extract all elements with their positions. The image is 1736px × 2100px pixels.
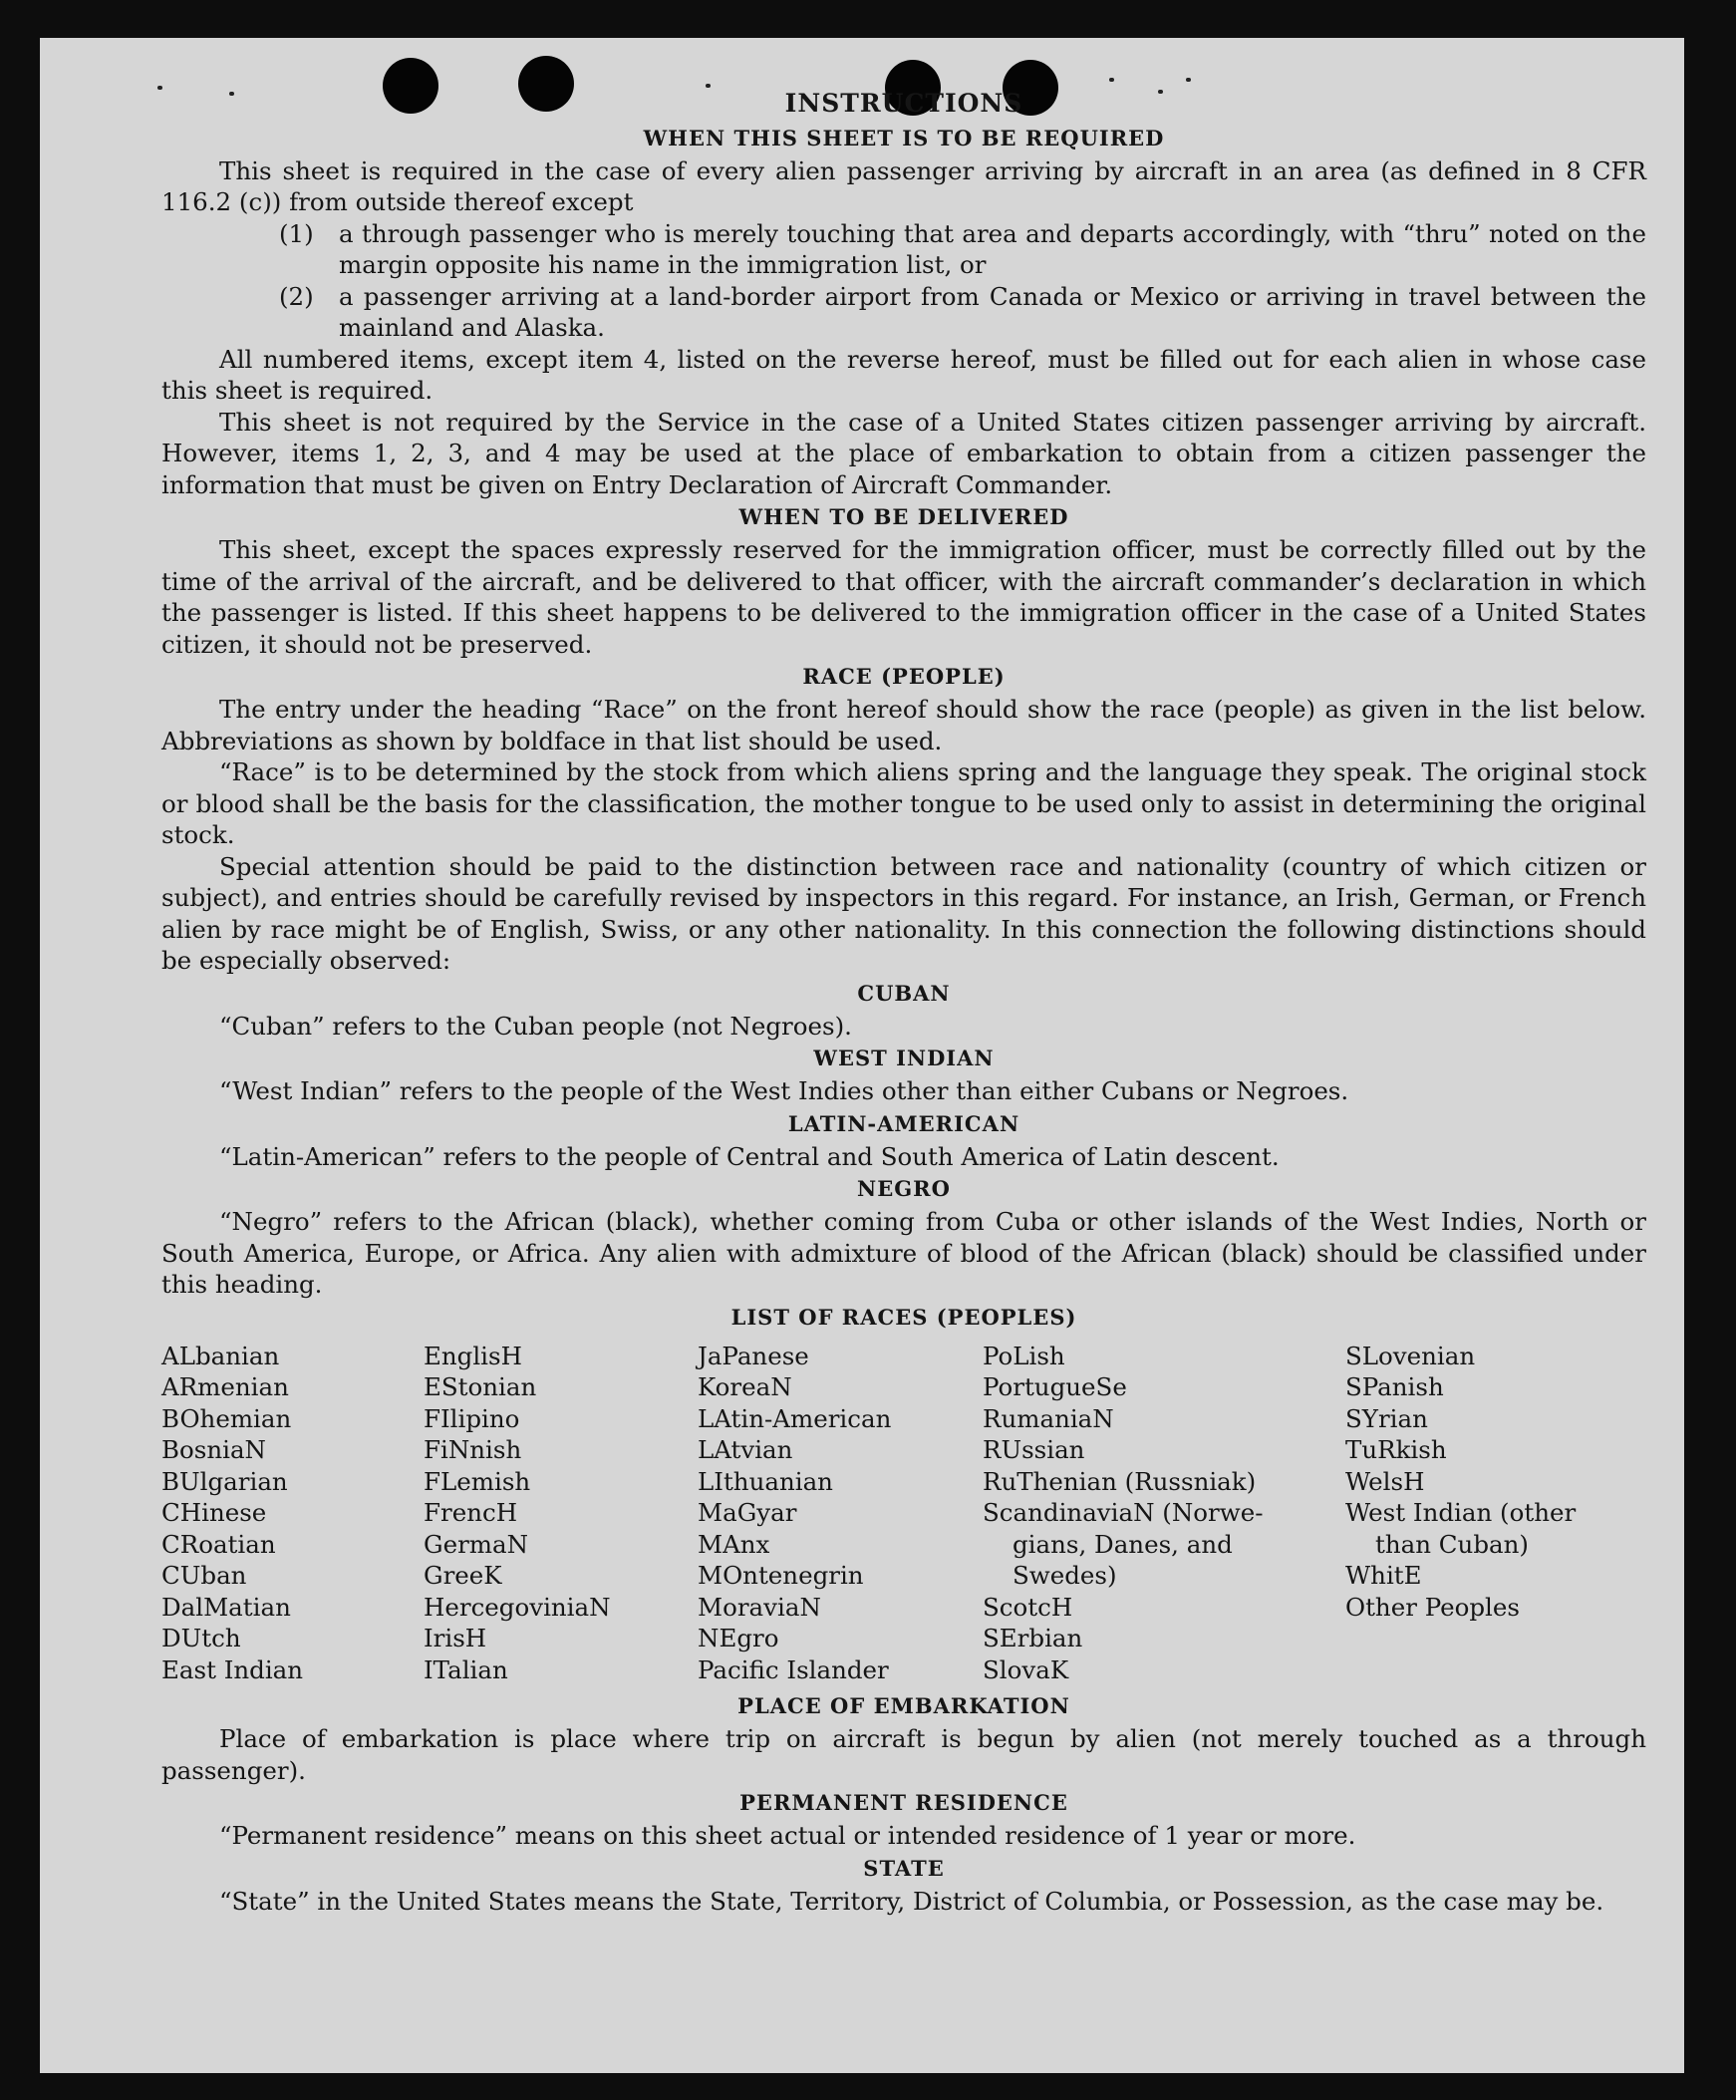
paragraph: “Negro” refers to the African (black), whether coming from Cuba or other islands of the West Indies, North or South America, Europe, or Africa. Any alien with admixture of blood of the African (black) should be classified under this heading. — [161, 1207, 1646, 1299]
race-item: MAnx — [698, 1529, 770, 1559]
race-item: MoraviaN — [698, 1592, 821, 1622]
race-item: SLovenian — [1345, 1341, 1476, 1370]
race-item: SYrian — [1345, 1403, 1428, 1433]
race-item: BUlgarian — [161, 1466, 288, 1496]
race-item: FiNnish — [424, 1435, 522, 1464]
race-item: SlovaK — [983, 1654, 1069, 1684]
section-heading: WHEN TO BE DELIVERED — [738, 504, 1069, 529]
race-item: CUban — [161, 1561, 247, 1590]
section-heading: RACE (PEOPLE) — [802, 664, 1006, 689]
race-item: LAtin-American — [698, 1403, 892, 1433]
race-item: MOntenegrin — [698, 1561, 864, 1590]
race-item: GreeK — [424, 1561, 502, 1590]
item-text: a through passenger who is merely touching that area and departs accordingly, with “thru” noted on the margin opposite his name in the immigration list, or — [339, 218, 1646, 279]
race-column — [161, 1341, 424, 1686]
race-item: TuRkish — [1345, 1435, 1447, 1464]
paragraph: The entry under the heading “Race” on the front hereof should show the race (people) as given in the list below. Abbreviations as shown by boldface in that list should be used. — [161, 695, 1646, 755]
paragraph: “Race” is to be determined by the stock from which aliens spring and the language they speak. The original stock or blood shall be the basis for the classification, the mother tongue to be used only to assist in determining the original stock. — [161, 757, 1646, 849]
race-item: BosniaN — [161, 1435, 266, 1464]
race-item: DUtch — [161, 1624, 241, 1652]
race-item: SErbian — [983, 1624, 1083, 1652]
section-heading: WEST INDIAN — [813, 1046, 995, 1070]
race-item: LIthuanian — [698, 1466, 833, 1496]
race-item: ALbanian — [161, 1341, 280, 1370]
race-item-continued: gians, Danes, and — [1013, 1529, 1233, 1559]
section-heading: PERMANENT RESIDENCE — [739, 1790, 1068, 1815]
race-column — [698, 1341, 983, 1686]
race-item: FLemish — [424, 1466, 531, 1496]
section-heading: STATE — [863, 1855, 945, 1881]
race-item: IrisH — [424, 1624, 487, 1652]
race-item: JaPanese — [698, 1341, 809, 1370]
instructions-content — [161, 88, 1646, 1917]
race-item: CHinese — [161, 1498, 267, 1527]
race-item: ScotcH — [983, 1592, 1073, 1622]
race-item: DalMatian — [161, 1592, 291, 1622]
section-heading: LIST OF RACES (PEOPLES) — [730, 1304, 1077, 1330]
race-item: Pacific Islander — [698, 1654, 889, 1684]
speck — [1186, 78, 1191, 82]
race-item: CRoatian — [161, 1529, 276, 1559]
race-item: WhitE — [1345, 1561, 1422, 1590]
paragraph: “Permanent residence” means on this sheet actual or intended residence of 1 year or more. — [219, 1821, 1356, 1850]
race-item: HercegoviniaN — [424, 1592, 611, 1622]
race-item: RUssian — [983, 1435, 1085, 1464]
section-heading: PLACE OF EMBARKATION — [737, 1693, 1070, 1718]
race-item: KoreaN — [698, 1372, 792, 1401]
document-sheet — [40, 38, 1684, 2073]
section-heading: LATIN-AMERICAN — [787, 1110, 1020, 1136]
race-item: EnglisH — [424, 1341, 522, 1370]
item-number: (2) — [279, 281, 314, 311]
paragraph: Special attention should be paid to the distinction between race and nationality (country of which citizen or subject), and entries should be carefully revised by inspectors in this regard. For instance, an Irish, German, or French alien by race might be of English, Swiss, or any other nationality. In this connection the following distinctions should be especially observed: — [161, 851, 1646, 975]
section-heading: CUBAN — [857, 980, 951, 1006]
paragraph: All numbered items, except item 4, listed on the reverse hereof, must be filled out for each alien in whose case this sheet is required. — [161, 344, 1646, 405]
page-title: INSTRUCTIONS — [784, 89, 1023, 118]
race-item: PortugueSe — [983, 1372, 1127, 1401]
race-column — [424, 1341, 698, 1686]
race-item: RumaniaN — [983, 1403, 1114, 1433]
paragraph: “Cuban” refers to the Cuban people (not Negroes). — [219, 1011, 852, 1041]
race-item: ARmenian — [161, 1372, 289, 1401]
race-item: Other Peoples — [1345, 1592, 1520, 1622]
race-item: ScandinaviaN (Norwe- — [983, 1498, 1264, 1527]
race-item: MaGyar — [698, 1498, 797, 1527]
speck — [1109, 78, 1114, 82]
race-item: ITalian — [424, 1654, 508, 1684]
race-column — [1345, 1341, 1624, 1686]
race-list — [161, 1341, 1646, 1686]
race-item-continued: Swedes) — [1013, 1561, 1117, 1590]
item-number: (1) — [279, 218, 314, 248]
race-item: West Indian (other — [1345, 1498, 1577, 1527]
numbered-item — [279, 281, 1646, 344]
race-item: NEgro — [698, 1624, 779, 1652]
race-item: BOhemian — [161, 1403, 292, 1433]
race-item: FIlipino — [424, 1403, 520, 1433]
paragraph: This sheet, except the spaces expressly reserved for the immigration officer, must be correctly filled out by the time of the arrival of the aircraft, and be delivered to that officer, with the aircraft commander’s declaration in which the passenger is listed. If this sheet happens to be delivered to the immigration officer in the case of a United States citizen, it should not be preserved. — [161, 535, 1646, 659]
race-item-continued: than Cuban) — [1375, 1529, 1529, 1559]
numbered-item — [279, 218, 1646, 281]
section-heading: WHEN THIS SHEET IS TO BE REQUIRED — [643, 125, 1165, 150]
race-item: East Indian — [161, 1654, 304, 1684]
race-item: FrencH — [424, 1498, 518, 1527]
item-text: a passenger arriving at a land-border airport from Canada or Mexico or arriving in travel between the mainland and Alaska. — [339, 281, 1646, 342]
paragraph: Place of embarkation is place where trip on aircraft is begun by alien (not merely touched as a through passenger). — [161, 1724, 1646, 1785]
race-item: SPanish — [1345, 1372, 1444, 1401]
race-item: PoLish — [983, 1341, 1065, 1370]
section-heading: NEGRO — [857, 1176, 951, 1201]
paragraph: “State” in the United States means the State, Territory, District of Columbia, or Possession, as the case may be. — [219, 1886, 1604, 1916]
race-item: EStonian — [424, 1372, 537, 1401]
race-item: WelsH — [1345, 1466, 1425, 1496]
paragraph: “Latin-American” refers to the people of Central and South America of Latin descent. — [219, 1141, 1280, 1171]
race-item: RuThenian (Russniak) — [983, 1466, 1257, 1496]
race-column — [983, 1341, 1345, 1686]
paragraph: “West Indian” refers to the people of the West Indies other than either Cubans or Negroes. — [219, 1076, 1349, 1105]
paragraph: This sheet is not required by the Service in the case of a United States citizen passenger arriving by aircraft. However, items 1, 2, 3, and 4 may be used at the place of embarkation to obtain from a citizen passenger the information that must be given on Entry Declaration of Aircraft Commander. — [161, 407, 1646, 499]
race-item: LAtvian — [698, 1435, 793, 1464]
paragraph: This sheet is required in the case of every alien passenger arriving by aircraft in an area (as defined in 8 CFR 116.2 (c)) from outside thereof except — [161, 155, 1646, 216]
race-item: GermaN — [424, 1529, 529, 1559]
